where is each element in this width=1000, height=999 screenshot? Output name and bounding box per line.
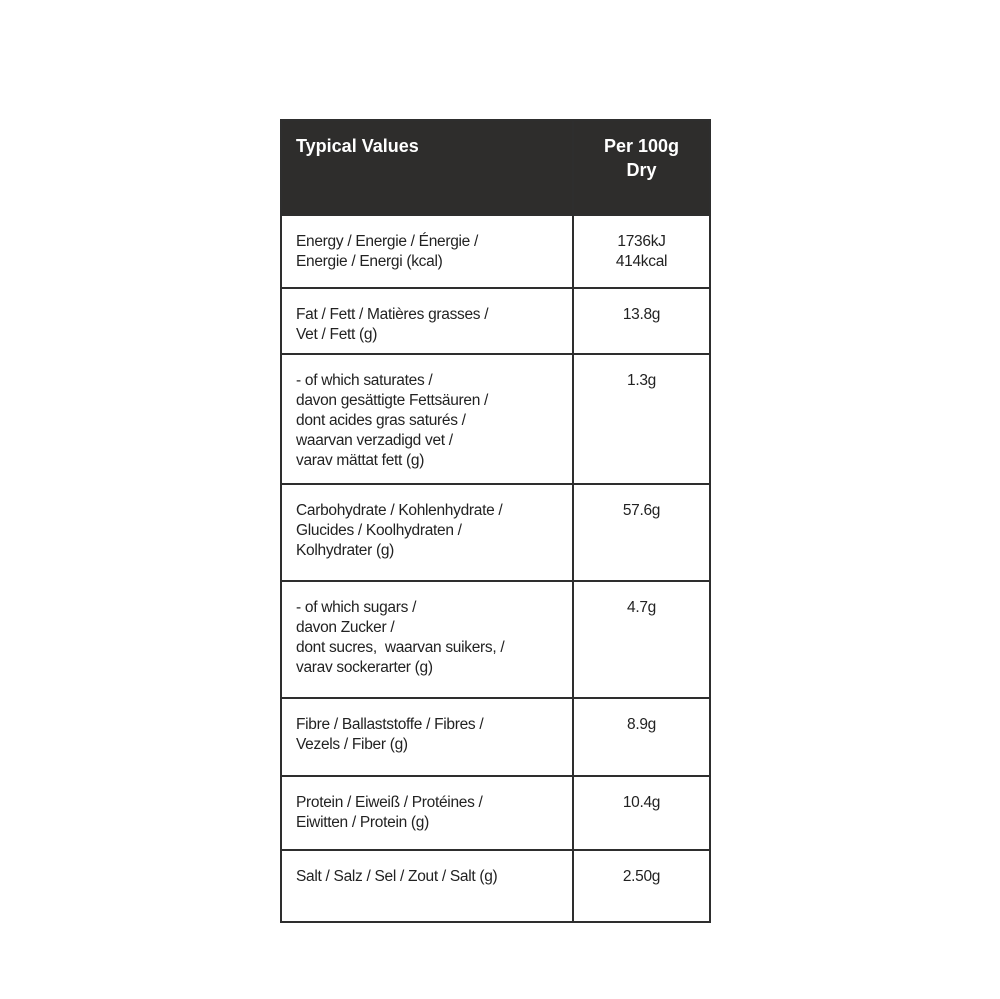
header-value-line: Per 100g xyxy=(603,136,680,156)
label-line: dont acides gras saturés / xyxy=(296,412,466,429)
salt-label xyxy=(281,850,573,922)
label-line: waarvan verzadigd vet / xyxy=(296,432,453,449)
label-line: Fibre / Ballaststoffe / Fibres / xyxy=(296,716,484,733)
value-line: 414kcal xyxy=(615,253,668,270)
row-sugars xyxy=(281,581,710,698)
table-body xyxy=(281,215,710,922)
header-row xyxy=(281,120,710,215)
protein-label xyxy=(281,776,573,850)
sugars-value xyxy=(573,581,710,698)
label-line: dont sucres, waarvan suikers, / xyxy=(296,639,505,656)
label-line: - of which saturates / xyxy=(296,372,433,389)
nutrition-table xyxy=(280,119,711,923)
value-line: 2.50g xyxy=(622,868,661,885)
label-line: Vezels / Fiber (g) xyxy=(296,736,408,753)
label-line: varav mättat fett (g) xyxy=(296,452,425,469)
label-line: davon Zucker / xyxy=(296,619,395,636)
sugars-label xyxy=(281,581,573,698)
label-line: davon gesättigte Fettsäuren / xyxy=(296,392,489,409)
label-line: Energie / Energi (kcal) xyxy=(296,253,443,270)
label-line: Energy / Energie / Énergie / xyxy=(296,233,479,250)
row-fibre xyxy=(281,698,710,776)
value-line: 13.8g xyxy=(622,306,661,323)
value-line: 1.3g xyxy=(627,372,656,389)
value-line: 4.7g xyxy=(627,599,656,616)
value-line: 10.4g xyxy=(622,794,661,811)
row-carbohydrate xyxy=(281,484,710,581)
label-line: Salt / Salz / Sel / Zout / Salt (g) xyxy=(296,868,498,885)
value-line: 57.6g xyxy=(622,502,661,519)
row-fat xyxy=(281,288,710,354)
saturates-label xyxy=(281,354,573,484)
value-line: 8.9g xyxy=(627,716,656,733)
label-line: Glucides / Koolhydraten / xyxy=(296,522,462,539)
fibre-label xyxy=(281,698,573,776)
carbohydrate-label xyxy=(281,484,573,581)
label-line: Eiwitten / Protein (g) xyxy=(296,814,429,831)
carbohydrate-value xyxy=(573,484,710,581)
fat-value xyxy=(573,288,710,354)
fat-label xyxy=(281,288,573,354)
row-saturates xyxy=(281,354,710,484)
label-line: - of which sugars / xyxy=(296,599,417,616)
salt-value xyxy=(573,850,710,922)
saturates-value xyxy=(573,354,710,484)
header-per-100g-dry xyxy=(573,120,710,215)
value-line: 1736kJ xyxy=(617,233,666,250)
protein-value xyxy=(573,776,710,850)
header-typical-values: Typical Values xyxy=(281,120,573,215)
label-line: Kolhydrater (g) xyxy=(296,542,395,559)
fibre-value xyxy=(573,698,710,776)
label-line: Fat / Fett / Matières grasses / xyxy=(296,306,489,323)
row-salt xyxy=(281,850,710,922)
label-line: Vet / Fett (g) xyxy=(296,326,378,343)
label-line: Carbohydrate / Kohlenhydrate / xyxy=(296,502,503,519)
table-header xyxy=(281,120,710,215)
header-value-line: Dry xyxy=(626,160,657,180)
energy-label xyxy=(281,215,573,288)
label-line: Protein / Eiweiß / Protéines / xyxy=(296,794,483,811)
label-line: varav sockerarter (g) xyxy=(296,659,433,676)
energy-value xyxy=(573,215,710,288)
row-protein xyxy=(281,776,710,850)
row-energy xyxy=(281,215,710,288)
